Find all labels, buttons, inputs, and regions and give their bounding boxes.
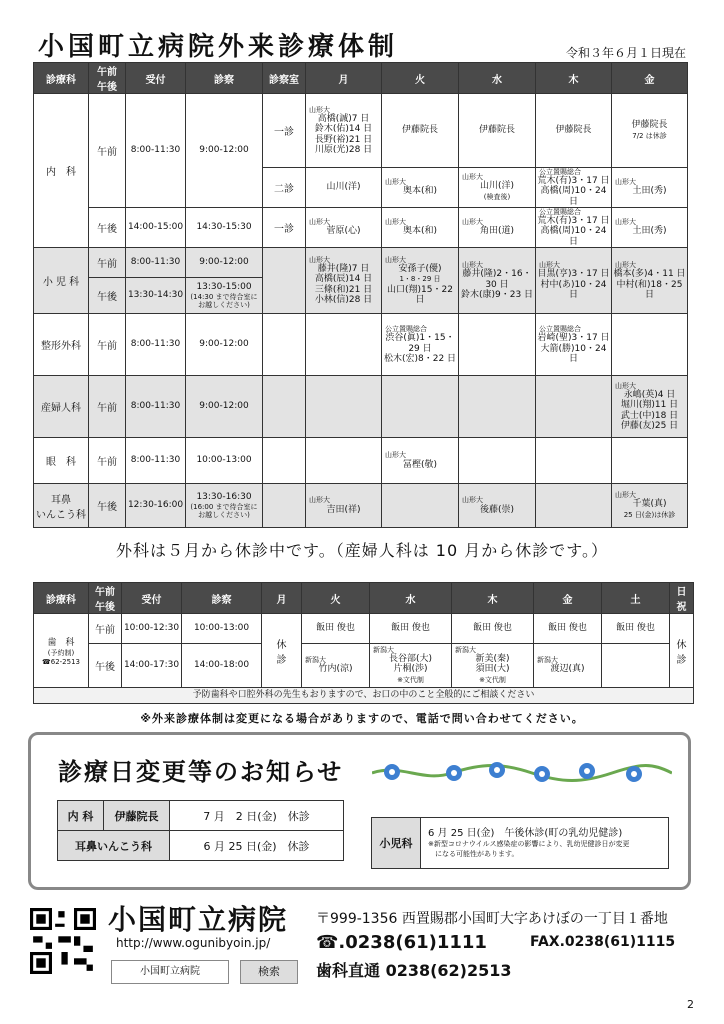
dental-sun-closed: 休 診 — [670, 614, 694, 688]
internal-r2-mon: 山川(洋) — [306, 168, 382, 208]
dental-thu-pm: 新潟大 新美(秦) 須田(大) ※文代制 — [452, 644, 534, 688]
dental-thu-am: 飯田 俊也 — [452, 614, 534, 644]
ortho-thu: 公立置賜総合 岩崎(聖)3・17 日 大箭(勝)10・24 日 — [536, 314, 612, 376]
notice-table — [57, 800, 344, 861]
col-ampm: 午前 午後 — [89, 63, 126, 94]
ortho-am: 午前 — [89, 314, 126, 376]
ped-wed: 山形大 藤井(隆)2・16・30 日 鈴木(康)9・23 日 — [459, 248, 536, 314]
d-col-thu: 木 — [452, 583, 534, 614]
dental-wed-am: 飯田 俊也 — [370, 614, 452, 644]
d-col-wed: 水 — [370, 583, 452, 614]
internal-r2-fri: 山形大 土田(秀) — [612, 168, 688, 208]
dental-pm-exam: 14:00-18:00 — [182, 644, 262, 688]
dept-ophthalmology: 眼 科 — [34, 438, 89, 484]
ent-exam: 13:30-16:30 (16:00 まで待合室に お越しください) — [186, 484, 263, 528]
ent-mon: 山形大 吉田(祥) — [306, 484, 382, 528]
obgyn-fri: 山形大 永嶋(英)4 日 堀川(翔)11 日 武士(中)18 日 伊藤(友)25 日 — [612, 376, 688, 438]
internal-r2-thu: 公立置賜総合 荒木(有)3・17 日 高橋(周)10・24 日 — [537, 168, 610, 207]
d-col-mon: 月 — [262, 583, 302, 614]
search-button[interactable]: 検索 — [240, 960, 298, 984]
phone-number: ☎.0238(61)1111 — [316, 932, 487, 953]
col-mon: 月 — [306, 63, 382, 94]
website-link[interactable]: http://www.ogunibyoin.jp/ — [116, 936, 271, 950]
col-tue: 火 — [382, 63, 459, 94]
dental-pm-reception: 14:00-17:30 — [122, 644, 182, 688]
dental-footer-note: 予防歯科や口腔外科の先生もおりますので、お口の中のこと全般的にご相談ください — [34, 688, 694, 704]
ped-fri: 山形大 橋本(多)4・11 日 中村(和)18・25 日 — [612, 248, 688, 314]
internal-pm-reception: 14:00-15:00 — [126, 208, 186, 248]
outpatient-schedule-table — [33, 62, 688, 528]
obgyn-exam: 9:00-12:00 — [186, 376, 263, 438]
morning-glory-vine-icon — [372, 758, 672, 788]
d-col-exam: 診察 — [182, 583, 262, 614]
ped-tue: 山形大 安孫子(優) 1・8・29 日 山口(翔)15・22 日 — [382, 248, 459, 314]
obgyn-reception: 8:00-11:30 — [126, 376, 186, 438]
col-wed: 水 — [459, 63, 536, 94]
surgery-closed-note: 外科は５月から休診中です。（産婦人科は 10 月から休診です。） — [116, 541, 608, 560]
internal-r1-mon: 山形大 高橋(誠)7 日 鈴木(佑)14 日 長野(裕)21 日 川原(光)28 日 — [306, 94, 382, 168]
internal-am-exam: 9:00-12:00 — [186, 94, 263, 208]
dental-am-exam: 10:00-13:00 — [182, 614, 262, 644]
dental-pm: 午後 — [89, 644, 122, 688]
dental-schedule-table — [33, 582, 694, 704]
search-input[interactable]: 小国町立病院 — [111, 960, 229, 984]
ped-notice-sub: ※新型コロナウイルス感染症の影響により、乳幼児健診日が変更 になる可能性があります。 — [428, 840, 630, 858]
internal-room2: 二診 — [263, 168, 306, 208]
dental-sat-am: 飯田 俊也 — [602, 614, 670, 644]
ped-pm: 午後 — [89, 278, 126, 314]
dental-direct-line: 歯科直通 0238(62)2513 — [316, 961, 512, 980]
dental-wed-pm: 新潟大 長谷部(大) 片桐(渉) ※文代制 — [370, 644, 452, 688]
dept-internal: 内 科 — [34, 94, 89, 248]
internal-room1: 一診 — [263, 94, 306, 168]
internal-r1-fri: 伊藤院長 7/2 は休診 — [612, 94, 688, 168]
ophth-exam: 10:00-13:00 — [186, 438, 263, 484]
dental-fri-am: 飯田 俊也 — [534, 614, 602, 644]
ped-am-reception: 8:00-11:30 — [126, 248, 186, 278]
obgyn-am: 午前 — [89, 376, 126, 438]
ophth-reception: 8:00-11:30 — [126, 438, 186, 484]
notice-date-internal: 7 月 2 日(金) 休診 — [170, 801, 344, 831]
qr-code-icon — [30, 908, 96, 974]
hospital-name: 小国町立病院 — [108, 903, 289, 936]
d-col-sun: 日 祝 — [670, 583, 694, 614]
internal-r3-tue: 山形大 奥本(和) — [382, 208, 459, 248]
col-dept: 診療科 — [34, 63, 89, 94]
col-fri: 金 — [612, 63, 688, 94]
internal-r1-thu: 伊藤院長 — [536, 94, 612, 168]
dental-tue-pm: 新潟大 竹内(涼) — [302, 644, 370, 688]
dept-obgyn: 産婦人科 — [34, 376, 89, 438]
ped-notice-text: 6 月 25 日(金) 午後休診(町の乳幼児健診) — [428, 828, 623, 839]
col-thu: 木 — [536, 63, 612, 94]
dental-am-reception: 10:00-12:30 — [122, 614, 182, 644]
dept-orthopedics: 整形外科 — [34, 314, 89, 376]
ent-wed: 山形大 後藤(崇) — [459, 484, 536, 528]
col-exam: 診察 — [186, 63, 263, 94]
fax-number: FAX.0238(61)1115 — [530, 934, 676, 950]
ped-notice-label: 小児科 — [372, 818, 421, 868]
d-col-ampm: 午前 午後 — [89, 583, 122, 614]
notice-title: 診療日変更等のお知らせ — [58, 758, 344, 786]
ortho-tue: 公立置賜総合 渋谷(眞)1・15・29 日 松木(宏)8・22 日 — [382, 314, 459, 376]
internal-r3-wed: 山形大 角田(道) — [459, 208, 536, 248]
ped-pm-exam: 13:30-15:00 (14:30 まで待合室に お越しください) — [186, 278, 263, 314]
ped-mon: 山形大 藤井(隆)7 日 高橋(辰)14 日 三條(和)21 日 小林(信)28 日 — [306, 248, 382, 314]
notice-date-ent: 6 月 25 日(金) 休診 — [170, 831, 344, 861]
ped-pm-reception: 13:30-14:30 — [126, 278, 186, 314]
col-reception: 受付 — [126, 63, 186, 94]
ped-am: 午前 — [89, 248, 126, 278]
ped-am-exam: 9:00-12:00 — [186, 248, 263, 278]
schedule-change-note: ※外来診療体制は変更になる場合がありますので、電話で問い合わせてください。 — [140, 712, 584, 725]
pediatrics-notice — [371, 817, 669, 869]
internal-room3: 一診 — [263, 208, 306, 248]
dental-am: 午前 — [89, 614, 122, 644]
col-room: 診察室 — [263, 63, 306, 94]
dept-pediatrics: 小 児 科 — [34, 248, 89, 314]
ophth-tue: 山形大 冨樫(敬) — [382, 438, 459, 484]
d-col-reception: 受付 — [122, 583, 182, 614]
internal-r2-tue: 山形大 奥本(和) — [382, 168, 459, 208]
ortho-reception: 8:00-11:30 — [126, 314, 186, 376]
internal-r1-wed: 伊藤院長 — [459, 94, 536, 168]
page-title: 小国町立病院外来診療体制 — [38, 32, 399, 62]
internal-r3-fri: 山形大 土田(秀) — [612, 208, 688, 248]
internal-r1-tue: 伊藤院長 — [382, 94, 459, 168]
dept-dental: 歯 科 (予約制) ☎62-2513 — [34, 614, 89, 688]
ortho-exam: 9:00-12:00 — [186, 314, 263, 376]
internal-r3-thu: 公立置賜総合 荒木(有)3・17 日 高橋(周)10・24 日 — [537, 208, 610, 247]
dept-ent: 耳鼻 いんこう科 — [34, 484, 89, 528]
internal-r3-mon: 山形大 菅原(心) — [306, 208, 382, 248]
d-col-tue: 火 — [302, 583, 370, 614]
address: 〒999-1356 西置賜郡小国町大字あけぼの一丁目１番地 — [316, 911, 668, 927]
d-col-sat: 土 — [602, 583, 670, 614]
as-of-date: 令和３年６月１日現在 — [565, 46, 686, 60]
ent-fri: 山形大 千葉(真) 25 日(金)は休診 — [612, 484, 688, 528]
d-col-dept: 診療科 — [34, 583, 89, 614]
notice-dept-ent: 耳鼻いんこう科 — [58, 831, 170, 861]
internal-pm-exam: 14:30-15:30 — [186, 208, 263, 248]
dental-mon-closed: 休 診 — [262, 614, 302, 688]
dental-tue-am: 飯田 俊也 — [302, 614, 370, 644]
ent-pm: 午後 — [89, 484, 126, 528]
notice-doc: 伊藤院長 — [104, 801, 170, 831]
d-col-fri: 金 — [534, 583, 602, 614]
internal-r2-wed: 山形大 山川(洋) (検査後) — [459, 168, 536, 208]
ped-thu: 山形大 目黒(亨)3・17 日 村中(あ)10・24 日 — [536, 248, 612, 314]
page-number: 2 — [687, 998, 694, 1011]
ophth-am: 午前 — [89, 438, 126, 484]
internal-am-reception: 8:00-11:30 — [126, 94, 186, 208]
internal-pm: 午後 — [89, 208, 126, 248]
notice-dept-internal: 内 科 — [58, 801, 104, 831]
ent-reception: 12:30-16:00 — [126, 484, 186, 528]
dental-fri-pm: 新潟大 渡辺(真) — [534, 644, 602, 688]
ped-room — [263, 248, 306, 314]
internal-am: 午前 — [89, 94, 126, 208]
